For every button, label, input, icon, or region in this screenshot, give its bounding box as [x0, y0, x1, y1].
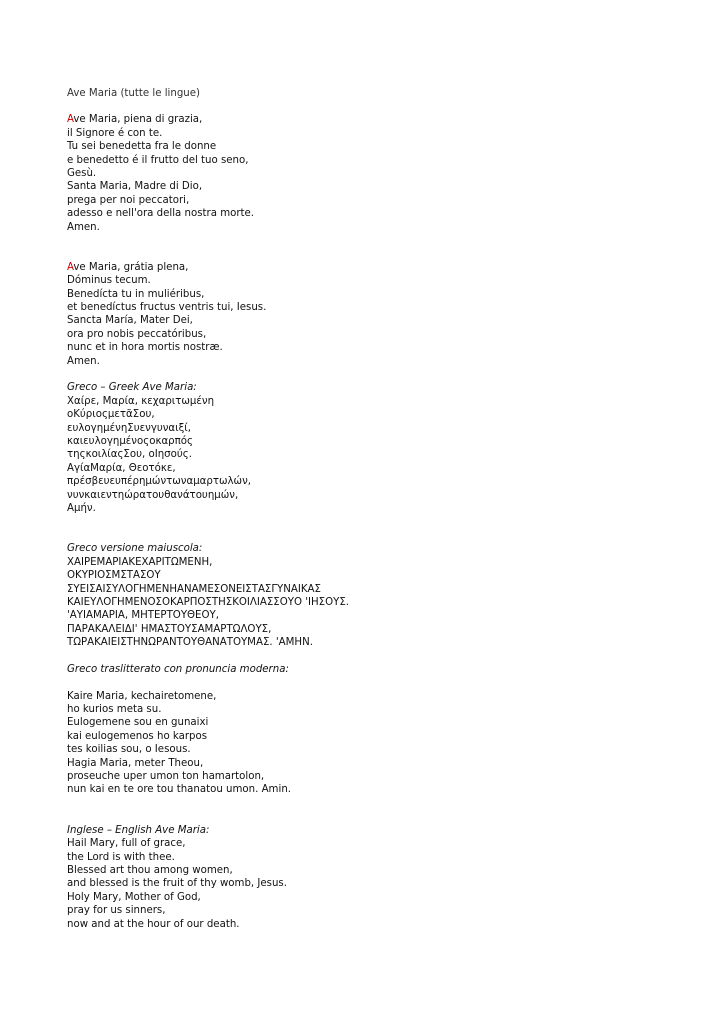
document-page — [67, 87, 687, 931]
english-line: Hail Mary, full of grace, — [67, 838, 186, 850]
greek-upper-line: ΤΩΡΑΚΑΙΕΙΣΤΗΝΩΡΑΝΤΟΥΘΑΝΑΤΟΥΜΑΣ. 'ΑΜΗΝ. — [67, 637, 313, 649]
italian-line: il Signore é con te. — [67, 127, 163, 139]
greek-line: ΑγίαΜαρία, Θεοτόκε, — [67, 462, 176, 474]
section-heading: Greco versione maiuscola: — [67, 543, 203, 555]
translit-line: ho kurios meta su. — [67, 704, 162, 716]
translit-line: Eulogemene sou en gunaixi — [67, 717, 209, 729]
greek-upper-line: ΠΑΡΑΚΑΛΕΙΔΙ' ΗΜΑΣΤΟΥΣΑΜΑΡΤΩΛΟΥΣ, — [67, 623, 272, 635]
greek-line: πρέσβευευπέρημώντωναμαρτωλών, — [67, 476, 252, 488]
italian-line: Tu sei benedetta fra le donne — [67, 141, 217, 153]
greek-line: ευλογημένηΣυενγυναιξί, — [67, 422, 191, 434]
greek-transliterated-prayer — [67, 663, 687, 797]
greek-upper-line: ΧΑΙΡΕΜΑΡΙΑΚΕΧΑΡΙΤΩΜΕΝΗ, — [67, 556, 213, 568]
translit-line: nun kai en te ore tou thanatou umon. Amin. — [67, 784, 292, 796]
italian-line: adesso e nell'ora della nostra morte. — [67, 208, 255, 220]
italian-prayer — [67, 113, 687, 234]
greek-upper-line: 'ΑΥΙΑΜΑΡΙΑ, ΜΗΤΕΡΤΟΥΘΕΟΥ, — [67, 610, 219, 622]
translit-line: tes koilias sou, o Iesous. — [67, 744, 191, 756]
english-line: and blessed is the fruit of thy womb, Jesus. — [67, 878, 287, 890]
english-prayer — [67, 824, 687, 931]
translit-line: Hagia Maria, meter Theou, — [67, 757, 204, 769]
section-heading: Inglese – English Ave Maria: — [67, 824, 210, 836]
latin-line: nunc et in hora mortis nostræ. — [67, 342, 223, 354]
english-line: Blessed art thou among women, — [67, 864, 233, 876]
italian-line: Gesù. — [67, 167, 97, 179]
latin-line: ora pro nobis peccatóribus, — [67, 328, 207, 340]
translit-line: kai eulogemenos ho karpos — [67, 730, 208, 742]
english-line: now and at the hour of our death. — [67, 918, 240, 930]
italian-line: e benedetto é il frutto del tuo seno, — [67, 154, 249, 166]
latin-line: Benedícta tu in muliéribus, — [67, 288, 205, 300]
italian-line: Santa Maria, Madre di Dio, — [67, 181, 203, 193]
section-heading: Greco traslitterato con pronuncia moderna: — [67, 663, 289, 675]
greek-line: οΚύριοςμετᾶΣου, — [67, 409, 155, 421]
english-line: Holy Mary, Mother of God, — [67, 891, 201, 903]
latin-line: Sancta María, Mater Dei, — [67, 315, 193, 327]
document-title: Ave Maria (tutte le lingue) — [67, 88, 200, 99]
greek-uppercase-prayer — [67, 542, 687, 649]
latin-first-line: Ave Maria, grátia plena, — [67, 261, 189, 273]
italian-line: prega per noi peccatori, — [67, 194, 190, 206]
greek-line: Χαίρε, Μαρία, κεχαριτωμένη — [67, 395, 215, 407]
dropcap-letter: A — [67, 261, 74, 273]
greek-line: νυνκαιεντηώρατουθανάτουημών, — [67, 489, 239, 501]
latin-line: Dóminus tecum. — [67, 275, 151, 287]
italian-line: Amen. — [67, 221, 100, 233]
english-line: pray for us sinners, — [67, 905, 166, 917]
english-line: the Lord is with thee. — [67, 851, 175, 863]
latin-line: Amen. — [67, 355, 100, 367]
greek-line: τηςκοιλίαςΣου, οΙησούς. — [67, 449, 192, 461]
section-heading: Greco – Greek Ave Maria: — [67, 382, 197, 394]
greek-upper-line: ΟΚΥΡΙΟΣΜΣΤΑΣΟΥ — [67, 570, 161, 582]
dropcap-letter: A — [67, 114, 74, 126]
greek-upper-line: ΚΑΙΕΥΛΟΓΗΜΕΝΟΣΟΚΑΡΠΟΣΤΗΣΚΟΙΛΙΑΣΣΟΥΟ 'ΙΗΣΟΥΣ. — [67, 596, 350, 608]
latin-prayer — [67, 261, 687, 368]
greek-upper-line: ΣΥΕΙΣΑΙΣΥΛΟΓΗΜΕΝΗΑΝΑΜΕΣΟΝΕΙΣΤΑΣΓΥΝΑΙΚΑΣ — [67, 583, 321, 595]
greek-prayer — [67, 381, 687, 515]
greek-line: Αμήν. — [67, 502, 96, 514]
italian-first-line: Ave Maria, piena di grazia, — [67, 114, 203, 126]
latin-line: et benedíctus fructus ventris tui, Iesus. — [67, 302, 267, 314]
translit-line: Kaire Maria, kechairetomene, — [67, 690, 217, 702]
greek-line: καιευλογημένοςοκαρπός — [67, 436, 193, 447]
translit-line: proseuche uper umon ton hamartolon, — [67, 770, 265, 782]
